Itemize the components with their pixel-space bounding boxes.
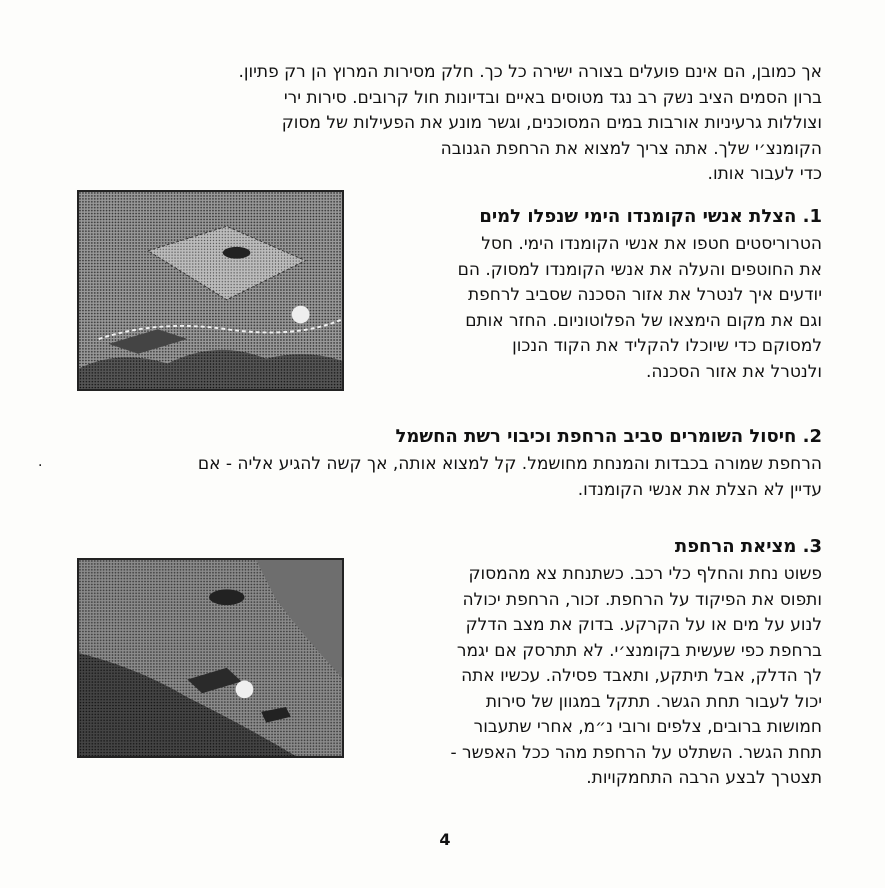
section-3-title: 3. מציאת הרחפת xyxy=(674,536,822,557)
intro-line: אך כמובן, הם אינם פועלים בצורה ישירה כל כך. חלק מסירות המרוץ הן רק פתיון. xyxy=(238,62,822,82)
section-1-line: הטרוריסטים חטפו את אנשי הקומנדו הימי. חסל xyxy=(481,234,822,254)
section-3-line: חמושות ברובים, צלפים ורובי נ״מ, אחרי שתעבור xyxy=(473,717,822,737)
section-3-line: ותפוס את הפיקוד על הרחפת. זכור, הרחפת יכולה xyxy=(462,589,822,610)
section-3-body xyxy=(360,562,822,792)
section-3-line: לנוע על מים או על הקרקע. בדוק את מצב הדלק xyxy=(465,615,822,635)
game-screenshot-2 xyxy=(77,558,344,758)
section-1-line: וגם את מקום הימצאו של הפלוטוניום. החזר אותם xyxy=(465,310,822,331)
section-3-line: ברחפת כפי שעשית בקומנצ׳י. לא תתרסק אם יגמר xyxy=(456,640,822,661)
section-1-line: יודעים איך לנטרל את אזור הסכנה שסביב לרחפת xyxy=(467,285,822,305)
section-1-line: את החוטפים והעלה את אנשי הקומנדו למסוק. הם xyxy=(457,259,822,280)
section-3-line: לך הדלק, אבל תיתקע, ותאבד פסילה. עכשיו אתה xyxy=(461,666,822,686)
intro-line: ברון הסמים הציב נשק רב נגד מטוסים באיים ובדיונות חול קרובים. סירות ירי xyxy=(283,87,822,108)
section-3-line: פשוט נחת והחלף כלי רכב. כשתנחת צא מהמסוק xyxy=(468,564,822,584)
intro-line: וצוללות גרעיניות אורבות במים המסוכנים, וגשר מונע את הפעילות של מסוק xyxy=(281,113,822,133)
section-3-line: תצטרך לבצע הרבה התחמקויות. xyxy=(586,768,822,788)
section-2-body xyxy=(60,452,822,503)
intro-paragraph xyxy=(60,60,822,188)
section-1-line: ולנטרל את אזור הסכנה. xyxy=(645,361,822,382)
page-number: 4 xyxy=(439,830,451,849)
intro-line: כדי לעבור אותו. xyxy=(707,164,822,184)
game-screenshot-1 xyxy=(77,190,344,391)
intro-line: הקומנצ׳י שלך. אתה צריך למצוא את הרחפת הגנובה xyxy=(440,138,822,159)
section-1-line: למסוקם כדי שיוכלו להקליד את הקוד הנכון xyxy=(512,336,822,356)
section-3-line: תחת הגשר. השתלט על הרחפת מהר ככל האפשר - xyxy=(450,742,822,763)
section-1-title: 1. הצלת אנשי הקומנדו הימי שנפלו למים xyxy=(479,206,822,227)
section-2-line: הרחפת שמורה בכבדות והמנחת מחושמל. קל למצוא אותה, אך קשה להגיע אליה - אם xyxy=(197,454,822,474)
section-3-line: יכול לעבור תחת הגשר. תתקל במגוון של סירות xyxy=(485,691,822,712)
section-2-line: עדיין לא הצלת את אנשי הקומנדו. xyxy=(577,479,822,500)
section-1-body xyxy=(360,232,822,385)
section-2-title: 2. חיסול השומרים סביב הרחפת וכיבוי רשת החשמל xyxy=(395,426,822,447)
bullet-dot: · xyxy=(38,458,43,474)
